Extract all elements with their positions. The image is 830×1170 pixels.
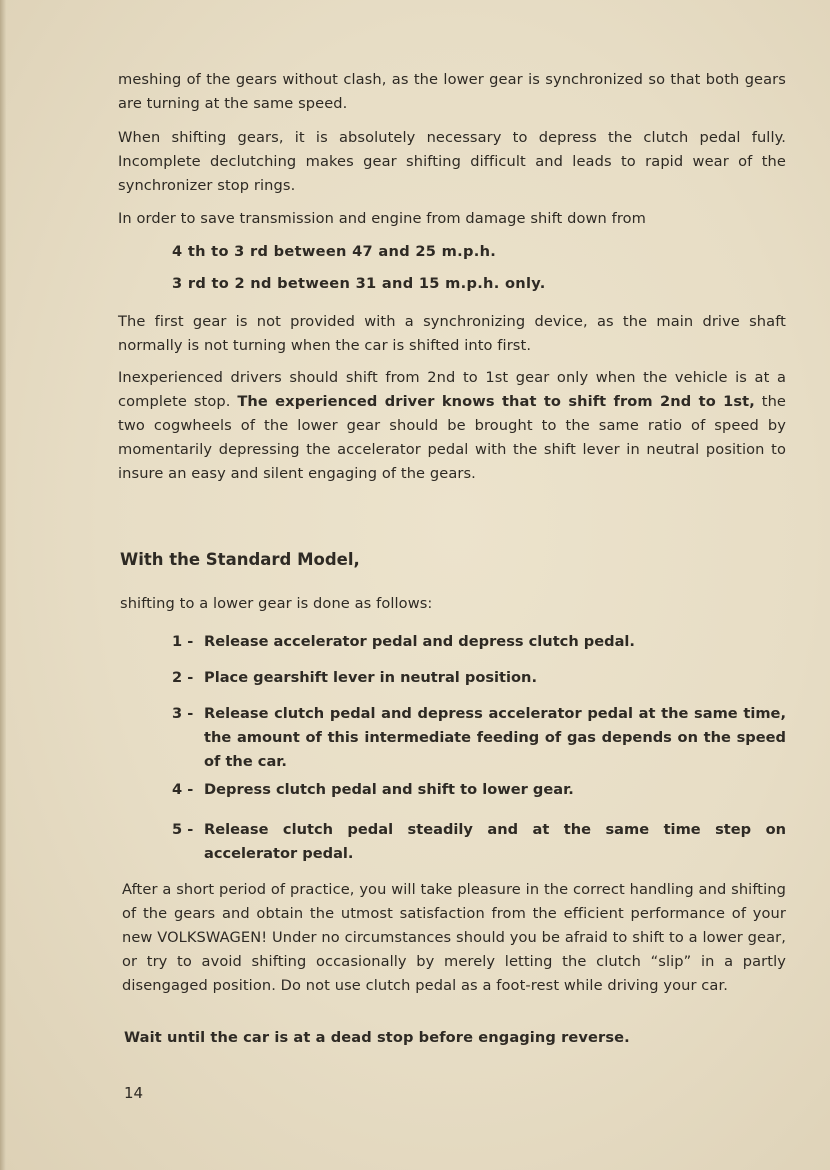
paragraph-practice: After a short period of practice, you will take pleasure in the correct handling and shifting of the gears and obtain the utmost satisfaction from the efficient performance of your new VOLKSWAGEN! Under no circumstances should you be afraid to shift to a lower gear, or try to avoid shifting occasionally by merely letting the clutch “slip” in a partly disengaged position. Do not use clutch pedal as a foot-rest while driving your car. (122, 881, 786, 994)
paragraph-experienced-start: Inexperienced drivers should shift from 2nd to 1st gear only when the vehicle is at a complete stop. (118, 369, 786, 410)
step-4 (172, 778, 786, 802)
step-1-text: Release accelerator pedal and depress clutch pedal. (204, 633, 635, 650)
step-1 (172, 630, 786, 654)
step-2-text: Place gearshift lever in neutral position. (204, 669, 537, 686)
step-5-text: Release clutch pedal steadily and at the same time step on accelerator pedal. (204, 821, 786, 862)
step-4-text: Depress clutch pedal and shift to lower gear. (204, 781, 574, 798)
paragraph-experienced-end: the two cogwheels of the lower gear should be brought to the same ratio of speed by momentarily depressing the accelerator pedal with the shift lever in neutral position to insure an easy and silent engaging of the gears. (118, 393, 786, 482)
page-number: 14 (124, 1084, 144, 1102)
step-3-number: 3 - (172, 705, 194, 722)
paragraph-experienced-driver (118, 366, 786, 486)
step-1-number: 1 - (172, 633, 194, 650)
step-2 (172, 666, 786, 690)
paragraph-first-gear: The first gear is not provided with a synchronizing device, as the main drive shaft normally is not turning when the car is shifted into first. (118, 313, 786, 354)
downshift-4th-to-3rd: 4 th to 3 rd between 47 and 25 m.p.h. (172, 243, 497, 260)
paragraph-shift-down-intro: In order to save transmission and engine from damage shift down from (118, 210, 646, 227)
step-4-number: 4 - (172, 781, 194, 798)
step-5-number: 5 - (172, 821, 194, 838)
paragraph-reverse-warning: Wait until the car is at a dead stop before engaging reverse. (124, 1029, 630, 1046)
page-spine-shadow (0, 0, 6, 1170)
section-intro: shifting to a lower gear is done as follows: (120, 595, 433, 612)
step-3 (172, 702, 786, 774)
paragraph-gear-meshing: meshing of the gears without clash, as the lower gear is synchronized so that both gears are turning at the same speed. (118, 71, 786, 112)
step-2-number: 2 - (172, 669, 194, 686)
paragraph-clutch-depress: When shifting gears, it is absolutely necessary to depress the clutch pedal fully. Incomplete declutching makes gear shifting difficult and leads to rapid wear of the synchronizer stop rings. (118, 129, 786, 194)
step-3-text: Release clutch pedal and depress accelerator pedal at the same time, the amount of this intermediate feeding of gas depends on the speed of the car. (204, 705, 786, 770)
step-5 (172, 818, 786, 866)
downshift-3rd-to-2nd: 3 rd to 2 nd between 31 and 15 m.p.h. only. (172, 275, 546, 292)
paragraph-experienced-bold: The experienced driver knows that to shift from 2nd to 1st, (237, 393, 755, 410)
section-heading-standard-model: With the Standard Model, (120, 550, 360, 569)
